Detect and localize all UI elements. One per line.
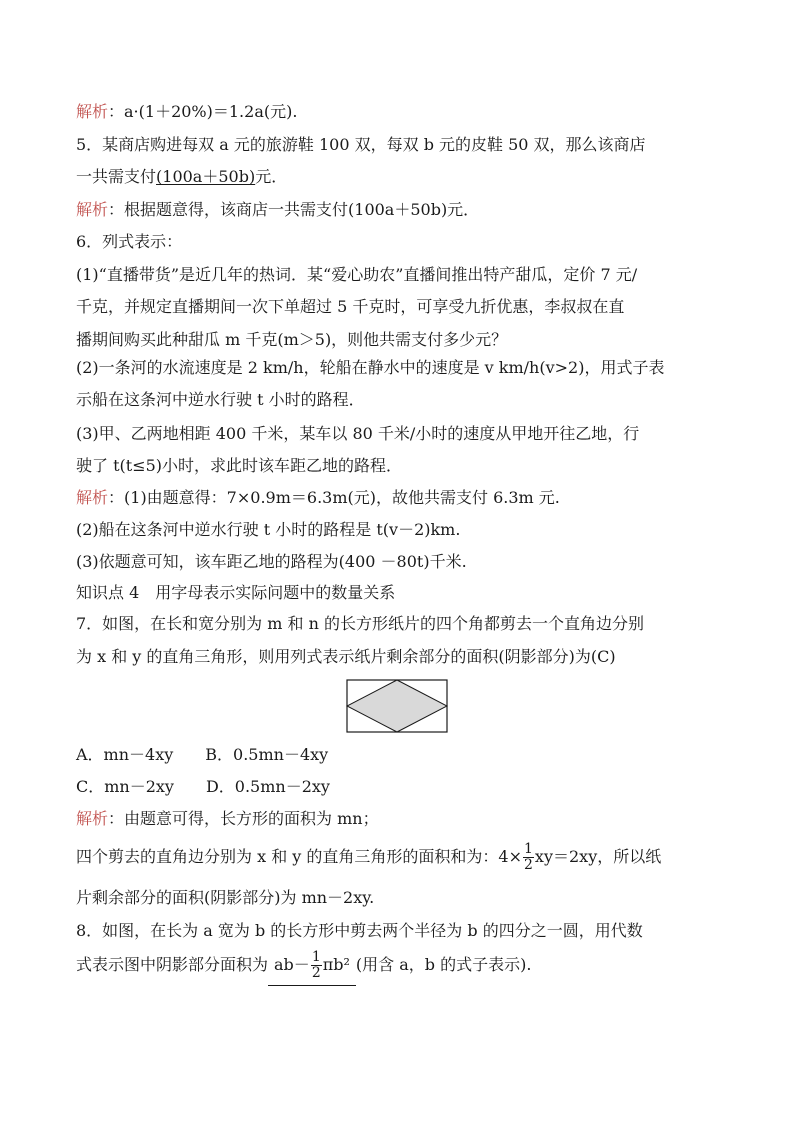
fraction-one-half: $\frac{1}{2}$ [311, 949, 321, 981]
q7-figure-rectangle-rhombus [346, 679, 448, 737]
q6-part3-line2: 驶了 t(t≤5)小时，求此时该车距乙地的路程． [76, 456, 403, 475]
solution-label: 解析 [76, 200, 109, 219]
q6-part2-line2: 示船在这条河中逆水行驶 t 小时的路程． [76, 390, 365, 409]
q5-solution-line: 解析：根据题意得，该商店一共需支付(100a＋50b)元． [76, 200, 480, 219]
q7-solution-line2: 四个剪去的直角边分别为 x 和 y 的直角三角形的面积和为：4× $\frac{1}{2}$ xy＝2xy，所以纸 [76, 841, 662, 873]
q6-solution-line2: (2)船在这条河中逆水行驶 t 小时的路程是 t(v－2)km. [76, 520, 461, 539]
q6-part2-line1: (2)一条河的水流速度是 2 km/h，轮船在静水中的速度是 v km/h(v>2)，用式子表 [76, 358, 665, 377]
q5-text-2: 一共需支付(100a＋50b)元． [76, 167, 288, 186]
q7-solution-line3: 片剩余部分的面积(阴影部分)为 mn－2xy. [76, 888, 375, 907]
q8-answer-blank: ab－ $\frac{1}{2}$ πb² [268, 945, 356, 986]
fraction-one-half: $\frac{1}{2}$ [524, 841, 533, 873]
q4-solution-line: 解析：a·(1＋20%)＝1.2a(元). [76, 102, 298, 121]
q7-options-ab: A．mn－4xy B．0.5mn－4xy [76, 745, 329, 764]
q6-part1-line1: (1)“直播带货”是近几年的热词．某“爱心助农”直播间推出特产甜瓜，定价 7 元/ [76, 265, 638, 284]
q6-part1-line3: 播期间购买此种甜瓜 m 千克(m＞5)，则他共需支付多少元？ [76, 330, 508, 349]
q6-part3-line1: (3)甲、乙两地相距 400 千米，某车以 80 千米/小时的速度从甲地开往乙地，行 [76, 424, 640, 443]
q6-solution-line1: 解析：(1)由题意得：7×0.9m＝6.3m(元)，故他共需支付 6.3m 元. [76, 488, 560, 507]
q7-text-2: 为 x 和 y 的直角三角形，则用列式表示纸片剩余部分的面积(阴影部分)为(C) [76, 647, 616, 666]
q5-answer: (100a＋50b) [156, 167, 256, 186]
q7-text-1: 7．如图，在长和宽分别为 m 和 n 的长方形纸片的四个角都剪去一个直角边分别 [76, 614, 645, 633]
q5-text: 5．某商店购进每双 a 元的旅游鞋 100 双，每双 b 元的皮鞋 50 双，那么该商店 [76, 135, 646, 154]
q6-solution-line3: (3)依题意可知，该车距乙地的路程为(400 －80t)千米. [76, 552, 467, 571]
q6-part1-line2: 千克，并规定直播期间一次下单超过 5 千克时，可享受九折优惠，李叔叔在直 [76, 297, 625, 316]
q7-options-cd: C．mn－2xy D．0.5mn－2xy [76, 777, 330, 796]
solution-label: 解析 [76, 488, 109, 507]
q6-title: 6．列式表示： [76, 232, 183, 251]
knowledge-point-heading: 知识点 4 用字母表示实际问题中的数量关系 [76, 583, 396, 602]
q7-solution-line1: 解析：由题意可得，长方形的面积为 mn； [76, 809, 379, 828]
q8-text-2: 式表示图中阴影部分面积为 ab－ $\frac{1}{2}$ πb² (用含 a，b 的式子表示). [76, 945, 726, 986]
solution-label: 解析 [76, 102, 109, 121]
solution-label: 解析 [76, 809, 109, 828]
q8-text-1: 8．如图，在长为 a 宽为 b 的长方形中剪去两个半径为 b 的四分之一圆，用代数 [76, 921, 643, 940]
rectangle-diagram [346, 679, 448, 733]
